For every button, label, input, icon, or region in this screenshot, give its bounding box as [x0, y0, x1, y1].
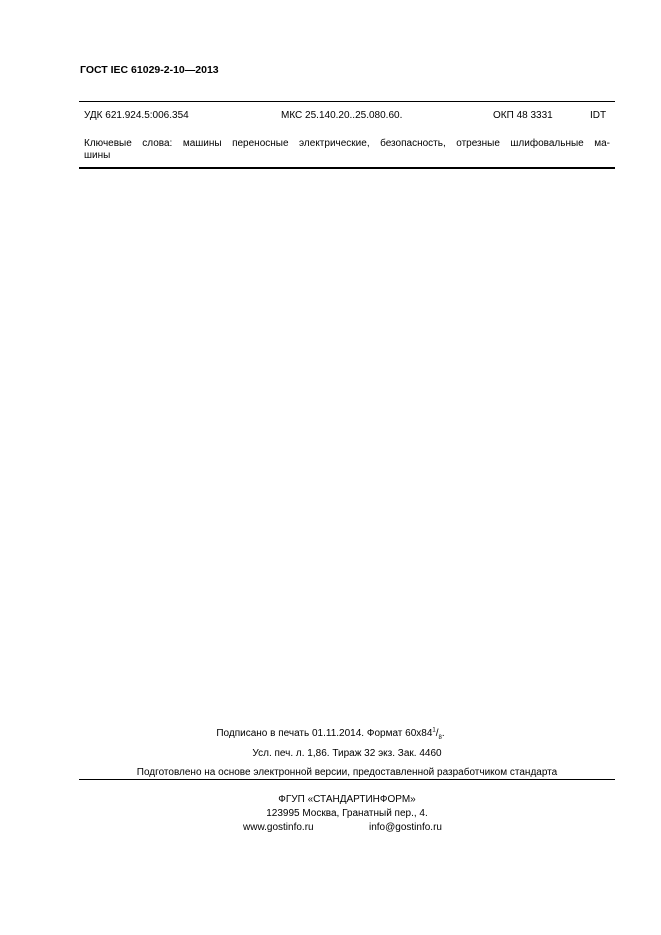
signed-text: Подписано в печать 01.11.2014. Формат 60х84: [216, 728, 433, 739]
keywords-block: [84, 138, 610, 162]
format-numerator: 1: [432, 727, 436, 734]
publisher-name: ФГУП «СТАНДАРТИНФОРМ»: [278, 794, 416, 805]
signed-for-print: Подписано в печать 01.11.2014. Формат $60х84^1/_8$.: [216, 727, 445, 741]
publisher-website: www.gostinfo.ru: [243, 822, 314, 833]
keywords-bottom-rule: [79, 167, 615, 169]
print-info: Усл. печ. л. 1,86. Тираж 32 экз. Зак. 4460: [252, 748, 442, 759]
format-denominator: 8: [438, 735, 442, 741]
okp-code: ОКП 48 3331: [493, 110, 553, 121]
format-end: .: [441, 728, 445, 739]
udk-code: УДК 621.924.5:006.354: [84, 110, 189, 121]
keywords-line-1: Ключевые слова: машины переносные электрические, безопасность, отрезные шлифовальные ма-: [84, 138, 610, 149]
imprint-rule: [79, 779, 615, 780]
publisher-address: 123995 Москва, Гранатный пер., 4.: [266, 808, 428, 819]
keywords-line-2: шины: [84, 150, 111, 161]
classification-top-rule: [79, 101, 615, 102]
document-code: ГОСТ IEC 61029-2-10—2013: [80, 64, 219, 76]
mks-code: МКС 25.140.20..25.080.60.: [281, 110, 403, 121]
publisher-email: info@gostinfo.ru: [369, 822, 442, 833]
idt-mark: IDT: [590, 110, 607, 121]
prepared-note: Подготовлено на основе электронной версии, предоставленной разработчиком стандарта: [136, 767, 558, 778]
